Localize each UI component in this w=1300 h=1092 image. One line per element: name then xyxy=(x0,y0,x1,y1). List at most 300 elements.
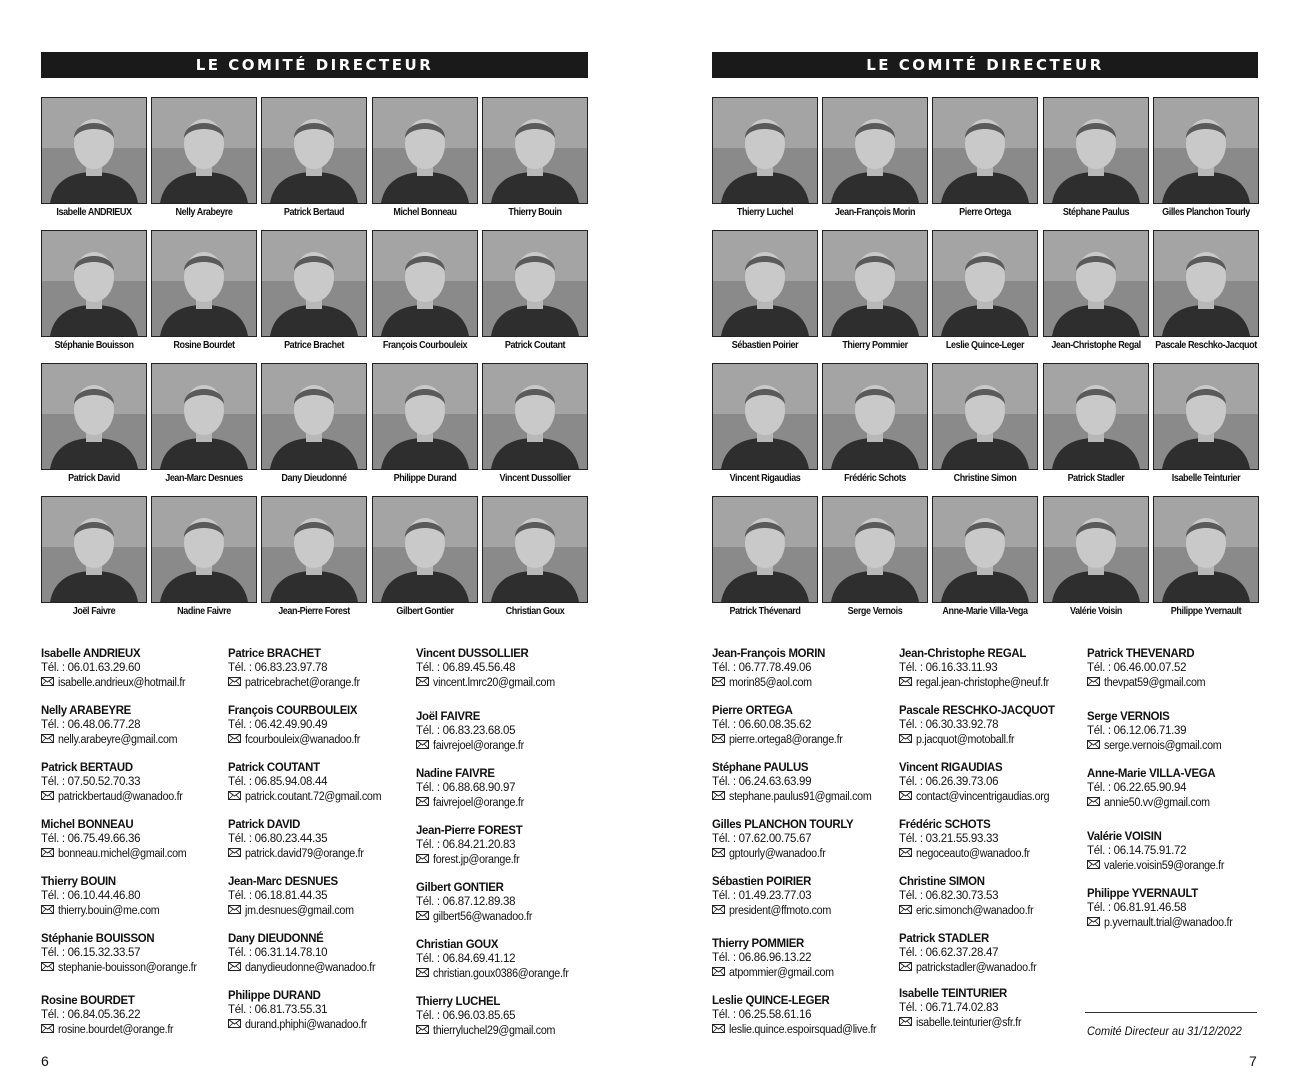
contact-entry xyxy=(41,646,231,691)
footnote: Comité Directeur au 31/12/2022 xyxy=(1087,1026,1242,1038)
portrait-row xyxy=(41,496,591,621)
contact-phone: Tél. : 06.26.39.73.06 xyxy=(899,776,999,788)
contact-phone: Tél. : 06.77.78.49.06 xyxy=(712,662,812,674)
contact-email[interactable]: faivrejoel@orange.fr xyxy=(433,740,524,752)
contact-entry xyxy=(712,993,902,1038)
contact-email[interactable]: patricebrachet@orange.fr xyxy=(245,677,360,689)
contact-email[interactable]: morin85@aol.com xyxy=(729,677,812,689)
portrait-photo xyxy=(372,230,478,337)
member-portrait xyxy=(151,496,257,621)
contact-entry xyxy=(41,703,231,748)
contact-email[interactable]: patrickstadler@wanadoo.fr xyxy=(916,962,1037,974)
member-portrait xyxy=(932,230,1038,355)
envelope-icon xyxy=(41,733,54,748)
contact-email-row xyxy=(899,961,1089,976)
portrait-caption: Valérie Voisin xyxy=(1069,605,1123,617)
portrait-caption: Jean-Christophe Regal xyxy=(1051,339,1141,351)
contact-email-row xyxy=(416,739,606,754)
contact-email[interactable]: annie50.vv@gmail.com xyxy=(1104,797,1210,809)
contact-email[interactable]: durand.phiphi@wanadoo.fr xyxy=(245,1019,367,1031)
contact-name: Serge VERNOIS xyxy=(1087,709,1170,723)
portrait-caption: Christine Simon xyxy=(953,472,1017,484)
contact-email-row xyxy=(712,904,902,919)
contact-phone: Tél. : 06.60.08.35.62 xyxy=(712,719,812,731)
contact-entry xyxy=(1087,886,1277,931)
portrait-caption: Dany Dieudonné xyxy=(281,472,347,484)
contact-email[interactable]: p.jacquot@motoball.fr xyxy=(916,734,1015,746)
contact-email[interactable]: jm.desnues@gmail.com xyxy=(245,905,354,917)
envelope-icon xyxy=(712,847,725,862)
contact-name: Stéphanie BOUISSON xyxy=(41,931,155,945)
contact-email-row xyxy=(416,1024,606,1039)
contact-email[interactable]: danydieudonne@wanadoo.fr xyxy=(245,962,376,974)
contact-email[interactable]: vincent.lmrc20@gmail.com xyxy=(433,677,555,689)
contact-email[interactable]: gptourly@wanadoo.fr xyxy=(729,848,826,860)
contact-email[interactable]: patrickbertaud@wanadoo.fr xyxy=(58,791,183,803)
member-portrait xyxy=(712,230,818,355)
contact-email-row xyxy=(1087,796,1277,811)
contact-email-row xyxy=(899,790,1089,805)
contact-phone: Tél. : 06.22.65.90.94 xyxy=(1087,782,1187,794)
envelope-icon xyxy=(416,967,429,982)
portrait-photo xyxy=(261,363,367,470)
contact-email-row xyxy=(228,847,418,862)
contact-phone: Tél. : 06.62.37.28.47 xyxy=(899,947,999,959)
contact-email-row xyxy=(41,961,231,976)
contact-email[interactable]: thierryluchel29@gmail.com xyxy=(433,1025,556,1037)
contact-email-row xyxy=(41,790,231,805)
contact-email-row xyxy=(1087,676,1277,691)
contact-email[interactable]: atpommier@gmail.com xyxy=(729,967,834,979)
portrait-photo xyxy=(41,496,147,603)
contact-name: Vincent RIGAUDIAS xyxy=(899,760,1003,774)
portrait-caption: Nelly Arabeyre xyxy=(175,206,233,218)
contact-email[interactable]: forest.jp@orange.fr xyxy=(433,854,520,866)
portrait-photo xyxy=(1043,363,1149,470)
member-portrait xyxy=(372,230,478,355)
contact-name: Rosine BOURDET xyxy=(41,993,135,1007)
contact-entry xyxy=(228,988,418,1033)
envelope-icon xyxy=(899,847,912,862)
envelope-icon xyxy=(712,790,725,805)
portrait-caption: Christian Goux xyxy=(505,605,565,617)
contact-name: Christine SIMON xyxy=(899,874,985,888)
contact-name: Michel BONNEAU xyxy=(41,817,134,831)
contact-entry xyxy=(416,937,606,982)
envelope-icon xyxy=(416,676,429,691)
contact-name: Sébastien POIRIER xyxy=(712,874,812,888)
envelope-icon xyxy=(41,904,54,919)
portrait-caption: Thierry Pommier xyxy=(842,339,908,351)
contact-entry xyxy=(416,709,606,754)
member-portrait xyxy=(41,363,147,488)
contact-email-row xyxy=(712,790,902,805)
contact-entry xyxy=(416,766,606,811)
member-portrait xyxy=(372,97,478,222)
envelope-icon xyxy=(41,847,54,862)
portrait-photo xyxy=(482,496,588,603)
member-portrait xyxy=(41,230,147,355)
contact-entry xyxy=(228,931,418,976)
envelope-icon xyxy=(899,676,912,691)
member-portrait xyxy=(822,363,928,488)
contact-email[interactable]: isabelle.teinturier@sfr.fr xyxy=(916,1017,1022,1029)
contact-email-row xyxy=(416,910,606,925)
member-portrait xyxy=(151,363,257,488)
contact-phone: Tél. : 06.83.23.97.78 xyxy=(228,662,328,674)
envelope-icon xyxy=(1087,859,1100,874)
contact-email-row xyxy=(41,904,231,919)
contact-email[interactable]: nelly.arabeyre@gmail.com xyxy=(58,734,178,746)
contact-email[interactable]: eric.simonch@wanadoo.fr xyxy=(916,905,1034,917)
contact-email-row xyxy=(41,1023,231,1038)
member-portrait xyxy=(261,363,367,488)
contact-email-row xyxy=(416,853,606,868)
envelope-icon xyxy=(1087,916,1100,931)
portrait-caption: Jean-Marc Desnues xyxy=(165,472,243,484)
contact-name: Christian GOUX xyxy=(416,937,499,951)
portrait-caption: Rosine Bourdet xyxy=(173,339,235,351)
portrait-caption: Vincent Rigaudias xyxy=(729,472,801,484)
portrait-photo xyxy=(932,363,1038,470)
portrait-caption: Stéphanie Bouisson xyxy=(54,339,134,351)
contact-email[interactable]: patrick.david79@orange.fr xyxy=(245,848,364,860)
portrait-photo xyxy=(151,97,257,204)
contact-email-row xyxy=(228,676,418,691)
portrait-caption: Serge Vernois xyxy=(847,605,903,617)
member-portrait xyxy=(482,363,588,488)
contact-name: Nelly ARABEYRE xyxy=(41,703,131,717)
envelope-icon xyxy=(228,790,241,805)
contact-email-row xyxy=(899,676,1089,691)
portrait-photo xyxy=(932,230,1038,337)
contact-entry xyxy=(416,880,606,925)
contact-email[interactable]: bonneau.michel@gmail.com xyxy=(58,848,187,860)
portrait-caption: Gilles Planchon Tourly xyxy=(1162,206,1250,218)
contact-phone: Tél. : 06.16.33.11.93 xyxy=(899,662,998,674)
contact-name: François COURBOULEIX xyxy=(228,703,358,717)
portrait-caption: Frédéric Schots xyxy=(844,472,906,484)
portrait-photo xyxy=(712,230,818,337)
contact-phone: Tél. : 06.83.23.68.05 xyxy=(416,725,516,737)
member-portrait xyxy=(1153,496,1259,621)
contact-name: Frédéric SCHOTS xyxy=(899,817,991,831)
contact-email-row xyxy=(416,796,606,811)
contact-name: Jean-Marc DESNUES xyxy=(228,874,338,888)
portrait-photo xyxy=(151,496,257,603)
contact-email[interactable]: stephanie-bouisson@orange.fr xyxy=(58,962,197,974)
contact-phone: Tél. : 06.01.63.29.60 xyxy=(41,662,141,674)
contact-phone: Tél. : 06.10.44.46.80 xyxy=(41,890,141,902)
contact-name: Joël FAIVRE xyxy=(416,709,481,723)
member-portrait xyxy=(822,230,928,355)
portrait-caption: Anne-Marie Villa-Vega xyxy=(942,605,1028,617)
portrait-row xyxy=(41,230,591,355)
contact-email-row xyxy=(899,904,1089,919)
portrait-photo xyxy=(372,496,478,603)
envelope-icon xyxy=(712,904,725,919)
member-portrait xyxy=(482,496,588,621)
contact-phone: Tél. : 06.42.49.90.49 xyxy=(228,719,328,731)
contact-name: Thierry LUCHEL xyxy=(416,994,501,1008)
contact-email[interactable]: patrick.coutant.72@gmail.com xyxy=(245,791,382,803)
portrait-caption: Vincent Dussollier xyxy=(499,472,571,484)
contact-entry xyxy=(416,646,606,691)
contact-email-row xyxy=(228,733,418,748)
portrait-caption: Pierre Ortega xyxy=(959,206,1011,218)
contact-email[interactable]: thierry.bouin@me.com xyxy=(58,905,160,917)
contact-phone: Tél. : 06.25.58.61.16 xyxy=(712,1009,812,1021)
portrait-photo xyxy=(372,363,478,470)
envelope-icon xyxy=(228,847,241,862)
portrait-caption: Sébastien Poirier xyxy=(731,339,799,351)
portrait-caption: Joël Faivre xyxy=(72,605,116,617)
member-portrait xyxy=(1153,97,1259,222)
portrait-row xyxy=(41,363,591,488)
member-portrait xyxy=(1043,230,1149,355)
contact-email[interactable]: leslie.quince.espoirsquad@live.fr xyxy=(729,1024,877,1036)
portrait-photo xyxy=(482,363,588,470)
envelope-icon xyxy=(228,904,241,919)
envelope-icon xyxy=(416,796,429,811)
right-page xyxy=(650,0,1300,1092)
envelope-icon xyxy=(416,1024,429,1039)
contact-entry xyxy=(899,986,1089,1031)
contact-name: Nadine FAIVRE xyxy=(416,766,495,780)
portrait-photo xyxy=(932,496,1038,603)
contact-email-row xyxy=(899,733,1089,748)
portrait-photo xyxy=(1153,496,1259,603)
contact-entry xyxy=(41,993,231,1038)
portrait-photo xyxy=(372,97,478,204)
contact-email[interactable]: faivrejoel@orange.fr xyxy=(433,797,524,809)
contact-phone: Tél. : 06.84.21.20.83 xyxy=(416,839,516,851)
envelope-icon xyxy=(41,676,54,691)
envelope-icon xyxy=(41,790,54,805)
envelope-icon xyxy=(416,910,429,925)
contact-phone: Tél. : 03.21.55.93.33 xyxy=(899,833,999,845)
portrait-photo xyxy=(1043,97,1149,204)
member-portrait xyxy=(932,363,1038,488)
contact-entry xyxy=(712,646,902,691)
portrait-caption: Jean-François Morin xyxy=(834,206,916,218)
portrait-caption: Pascale Reschko-Jacquot xyxy=(1155,339,1257,351)
contact-phone: Tél. : 06.81.91.46.58 xyxy=(1087,902,1187,914)
contact-email-row xyxy=(712,733,902,748)
contact-email[interactable]: regal.jean-christophe@neuf.fr xyxy=(916,677,1049,689)
contact-entry xyxy=(712,703,902,748)
member-portrait xyxy=(1043,496,1149,621)
contact-name: Isabelle ANDRIEUX xyxy=(41,646,141,660)
contact-name: Jean-Christophe REGAL xyxy=(899,646,1027,660)
portrait-caption: Thierry Luchel xyxy=(736,206,794,218)
footnote-divider xyxy=(1085,1012,1257,1013)
contact-entry xyxy=(228,646,418,691)
portrait-caption: Thierry Bouin xyxy=(508,206,562,218)
contact-phone: Tél. : 06.12.06.71.39 xyxy=(1087,725,1187,737)
contact-name: Patrick COUTANT xyxy=(228,760,320,774)
member-portrait xyxy=(822,97,928,222)
member-portrait xyxy=(822,496,928,621)
envelope-icon xyxy=(1087,739,1100,754)
contact-email-row xyxy=(228,1018,418,1033)
portrait-caption: Patrick Stadler xyxy=(1067,472,1125,484)
member-portrait xyxy=(372,363,478,488)
portrait-row xyxy=(712,230,1262,355)
portrait-photo xyxy=(822,496,928,603)
portrait-photo xyxy=(41,97,147,204)
envelope-icon xyxy=(899,790,912,805)
portrait-caption: Philippe Yvernault xyxy=(1170,605,1242,617)
contact-phone: Tél. : 06.86.96.13.22 xyxy=(712,952,812,964)
contact-entry xyxy=(41,760,231,805)
portrait-caption: Gilbert Gontier xyxy=(396,605,454,617)
contact-phone: Tél. : 06.46.00.07.52 xyxy=(1087,662,1187,674)
contact-email[interactable]: rosine.bourdet@orange.fr xyxy=(58,1024,174,1036)
contact-phone: Tél. : 06.31.14.78.10 xyxy=(228,947,328,959)
contact-entry xyxy=(41,817,231,862)
member-portrait xyxy=(372,496,478,621)
contact-phone: Tél. : 06.88.68.90.97 xyxy=(416,782,516,794)
contact-phone: Tél. : 06.89.45.56.48 xyxy=(416,662,516,674)
contact-name: Stéphane PAULUS xyxy=(712,760,809,774)
member-portrait xyxy=(1043,363,1149,488)
contact-email[interactable]: fcourbouleix@wanadoo.fr xyxy=(245,734,361,746)
contact-entry xyxy=(1087,709,1277,754)
contact-entry xyxy=(712,760,902,805)
portrait-row xyxy=(712,363,1262,488)
portrait-caption: Nadine Faivre xyxy=(177,605,231,617)
contact-email-row xyxy=(228,790,418,805)
contact-email[interactable]: p.yvernault.trial@wanadoo.fr xyxy=(1104,917,1233,929)
portrait-caption: Jean-Pierre Forest xyxy=(278,605,350,617)
contact-entry xyxy=(416,823,606,868)
contact-name: Patrick DAVID xyxy=(228,817,301,831)
portrait-photo xyxy=(261,496,367,603)
contact-entry xyxy=(1087,766,1277,811)
contact-email[interactable]: serge.vernois@gmail.com xyxy=(1104,740,1222,752)
contact-phone: Tél. : 06.84.69.41.12 xyxy=(416,953,516,965)
contact-phone: Tél. : 06.87.12.89.38 xyxy=(416,896,516,908)
contact-email-row xyxy=(228,904,418,919)
portrait-photo xyxy=(822,363,928,470)
contact-name: Jean-François MORIN xyxy=(712,646,826,660)
contact-email-row xyxy=(1087,916,1277,931)
contact-name: Dany DIEUDONNÉ xyxy=(228,931,324,945)
portrait-caption: Patrick Bertaud xyxy=(283,206,345,218)
page-title-banner: LE COMITÉ DIRECTEUR xyxy=(712,52,1258,78)
contact-email-row xyxy=(41,847,231,862)
contact-email-row xyxy=(712,676,902,691)
member-portrait xyxy=(261,97,367,222)
contact-email[interactable]: valerie.voisin59@orange.fr xyxy=(1104,860,1225,872)
portrait-photo xyxy=(712,363,818,470)
page-number: 6 xyxy=(41,1053,49,1069)
member-portrait xyxy=(712,97,818,222)
contact-entry xyxy=(228,703,418,748)
contact-phone: Tél. : 07.62.00.75.67 xyxy=(712,833,812,845)
contact-email-row xyxy=(712,966,902,981)
contact-email-row xyxy=(228,961,418,976)
portrait-photo xyxy=(712,97,818,204)
contact-email[interactable]: stephane.paulus91@gmail.com xyxy=(729,791,872,803)
contact-email-row xyxy=(899,847,1089,862)
contact-email[interactable]: christian.goux0386@orange.fr xyxy=(433,968,569,980)
contact-entry xyxy=(899,874,1089,919)
page-number: 7 xyxy=(1249,1053,1257,1069)
contact-email[interactable]: gilbert56@wanadoo.fr xyxy=(433,911,533,923)
contact-name: Gilles PLANCHON TOURLY xyxy=(712,817,854,831)
portrait-photo xyxy=(261,97,367,204)
contact-phone: Tél. : 06.75.49.66.36 xyxy=(41,833,141,845)
portrait-caption: Patrice Brachet xyxy=(284,339,344,351)
portrait-photo xyxy=(151,230,257,337)
contact-entry xyxy=(228,874,418,919)
member-portrait xyxy=(151,97,257,222)
member-portrait xyxy=(932,97,1038,222)
contact-email[interactable]: pierre.ortega8@orange.fr xyxy=(729,734,843,746)
contact-entry xyxy=(1087,829,1277,874)
portrait-photo xyxy=(261,230,367,337)
contact-name: Thierry POMMIER xyxy=(712,936,805,950)
contact-phone: Tél. : 06.48.06.77.28 xyxy=(41,719,141,731)
contact-name: Leslie QUINCE-LEGER xyxy=(712,993,830,1007)
contact-phone: Tél. : 06.82.30.73.53 xyxy=(899,890,999,902)
contact-name: Thierry BOUIN xyxy=(41,874,116,888)
contact-email[interactable]: thevpat59@gmail.com xyxy=(1104,677,1206,689)
portrait-photo xyxy=(151,363,257,470)
contact-name: Vincent DUSSOLLIER xyxy=(416,646,529,660)
portrait-caption: Isabelle Teinturier xyxy=(1171,472,1241,484)
contact-email[interactable]: contact@vincentrigaudias.org xyxy=(916,791,1050,803)
envelope-icon xyxy=(712,676,725,691)
contact-phone: Tél. : 06.71.74.02.83 xyxy=(899,1002,999,1014)
portrait-photo xyxy=(1043,496,1149,603)
envelope-icon xyxy=(899,733,912,748)
contact-email[interactable]: president@ffmoto.com xyxy=(729,905,831,917)
portrait-caption: Philippe Durand xyxy=(393,472,457,484)
contact-email[interactable]: negoceauto@wanadoo.fr xyxy=(916,848,1030,860)
contact-phone: Tél. : 06.80.23.44.35 xyxy=(228,833,328,845)
contact-entry xyxy=(899,931,1089,976)
contact-name: Pierre ORTEGA xyxy=(712,703,793,717)
contact-email-row xyxy=(712,1023,902,1038)
member-portrait xyxy=(151,230,257,355)
portrait-caption: Michel Bonneau xyxy=(393,206,457,218)
portrait-photo xyxy=(712,496,818,603)
member-portrait xyxy=(712,496,818,621)
contact-entry xyxy=(712,817,902,862)
envelope-icon xyxy=(416,739,429,754)
contact-email-row xyxy=(416,676,606,691)
contact-entry xyxy=(228,817,418,862)
contact-name: Patrick BERTAUD xyxy=(41,760,133,774)
member-portrait xyxy=(932,496,1038,621)
portrait-photo xyxy=(41,230,147,337)
member-portrait xyxy=(1153,363,1259,488)
envelope-icon xyxy=(228,676,241,691)
contact-email-row xyxy=(899,1016,1089,1031)
envelope-icon xyxy=(899,961,912,976)
contact-name: Philippe YVERNAULT xyxy=(1087,886,1199,900)
page-title-banner: LE COMITÉ DIRECTEUR xyxy=(41,52,588,78)
envelope-icon xyxy=(712,1023,725,1038)
contact-entry xyxy=(228,760,418,805)
contact-email[interactable]: isabelle.andrieux@hotmail.fr xyxy=(58,677,186,689)
envelope-icon xyxy=(712,966,725,981)
portrait-caption: Patrick David xyxy=(68,472,120,484)
contact-name: Anne-Marie VILLA-VEGA xyxy=(1087,766,1216,780)
